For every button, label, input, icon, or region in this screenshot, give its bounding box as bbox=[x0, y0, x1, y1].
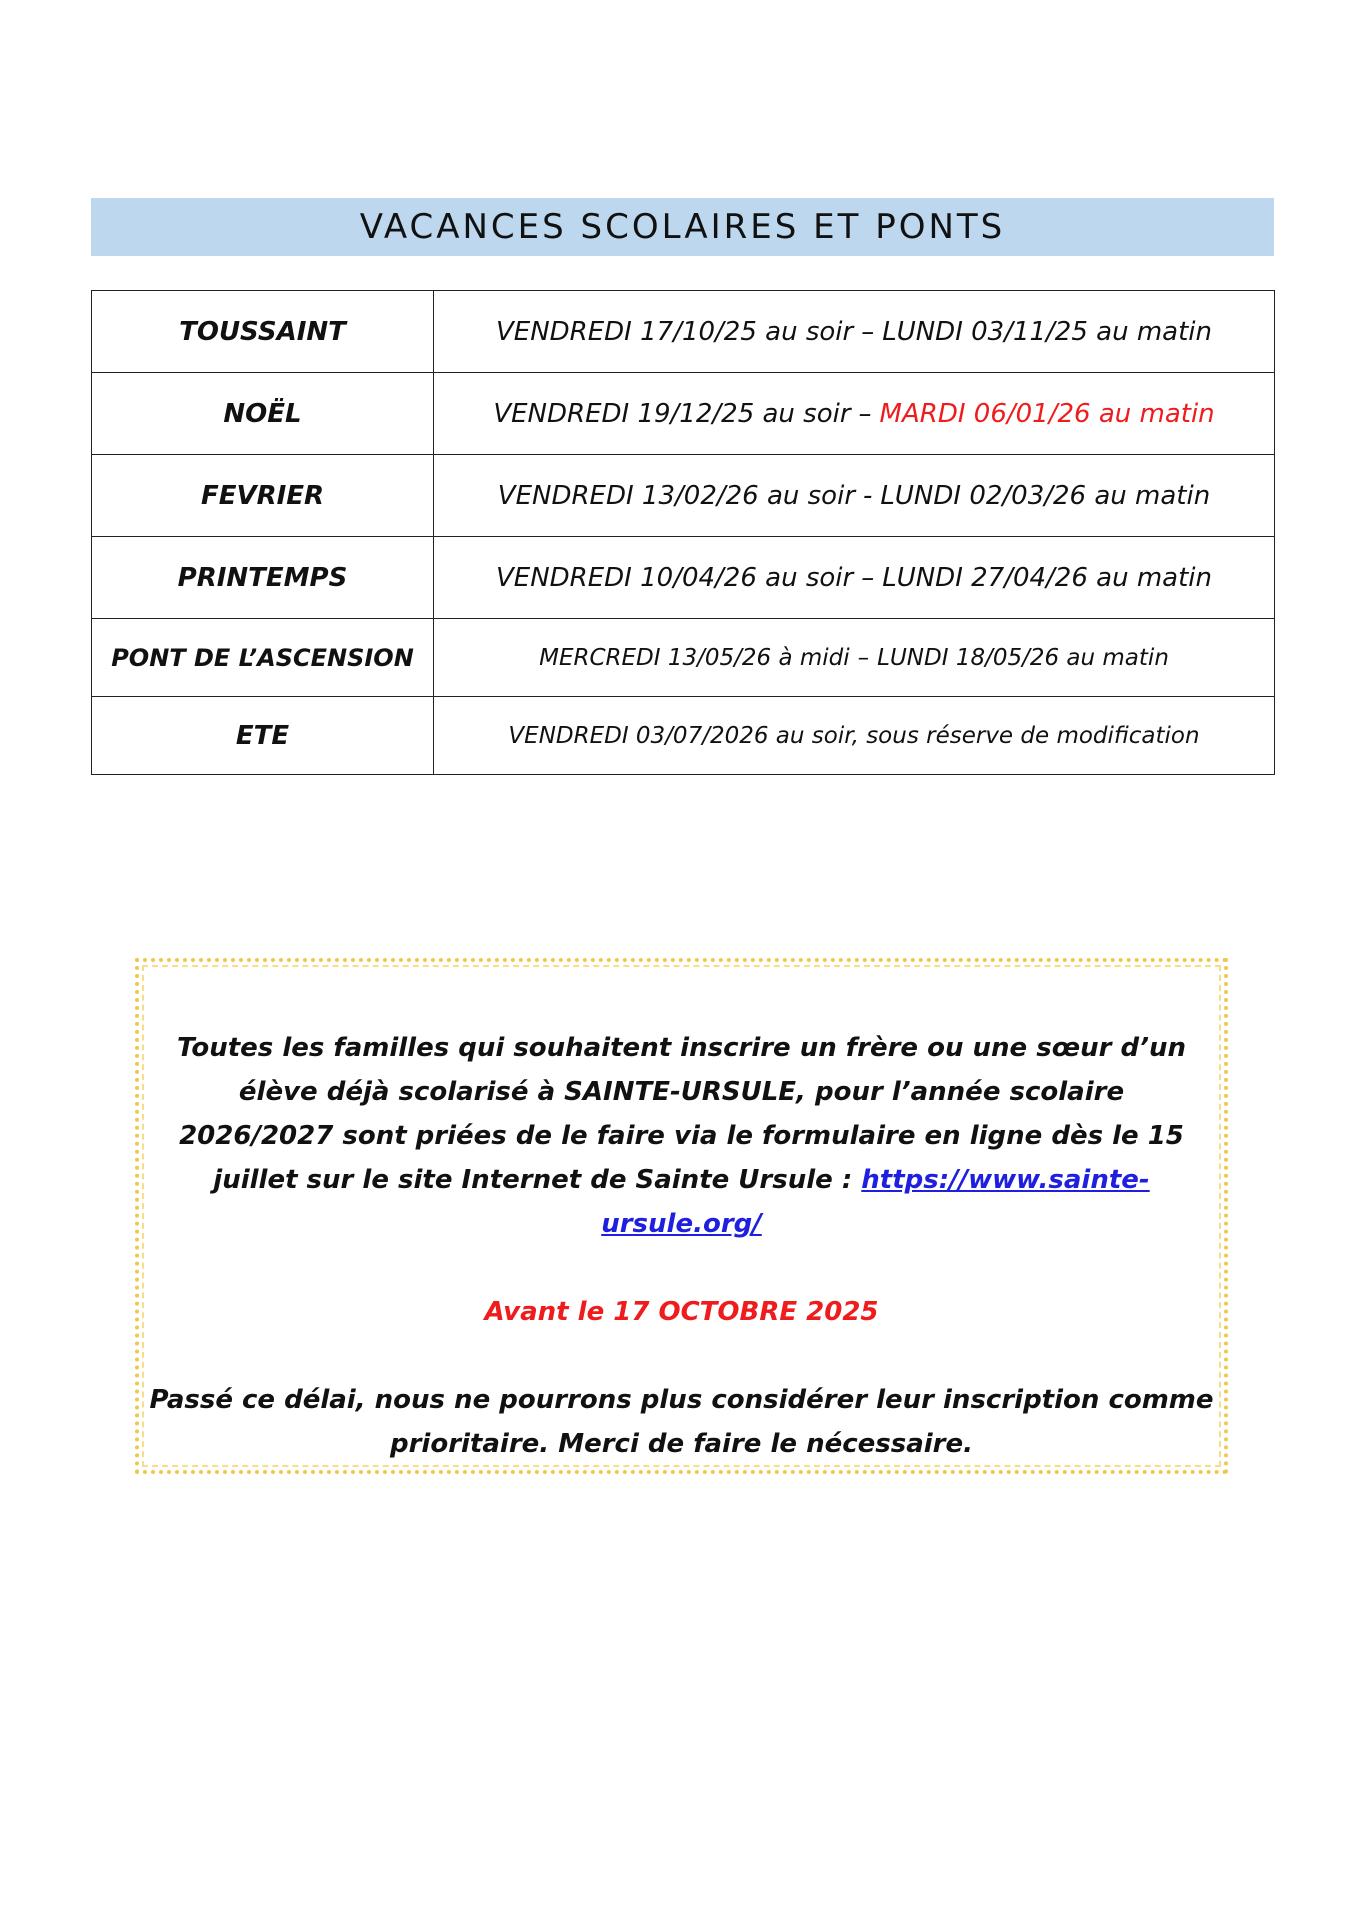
holiday-start: VENDREDI 10/04/26 au soir bbox=[495, 562, 854, 593]
holiday-end: LUNDI 03/11/25 au matin bbox=[882, 316, 1212, 347]
table-row-printemps bbox=[92, 537, 1275, 619]
notice-text: Toutes les familles qui souhaitent inscrire un frère ou une sœur d’un élève déjà scolarisé à SAINTE-URSULE, pour l’année scolaire 2026/2027 sont priées de le faire via le formulaire en ligne dès le 15 juillet sur le site Internet de Sainte Ursule : bbox=[176, 1033, 1187, 1195]
table-row-ete bbox=[92, 697, 1275, 775]
holiday-separator: – bbox=[858, 398, 872, 429]
holiday-dates bbox=[434, 373, 1275, 455]
holiday-name: FEVRIER bbox=[92, 455, 434, 537]
closing-text: Passé ce délai, nous ne pourrons plus considérer leur inscription comme prioritaire. Merci de faire le nécessaire. bbox=[149, 1385, 1214, 1459]
holiday-dates bbox=[434, 291, 1275, 373]
table-row-noel bbox=[92, 373, 1275, 455]
registration-notice-box bbox=[135, 958, 1228, 1474]
holiday-separator: – bbox=[861, 316, 875, 347]
holiday-dates bbox=[434, 619, 1275, 697]
website-link[interactable]: https://www.sainte-ursule.org/ bbox=[601, 1165, 1150, 1239]
holiday-dates bbox=[434, 537, 1275, 619]
holiday-name: NOËL bbox=[92, 373, 434, 455]
notice-paragraph bbox=[139, 1026, 1224, 1246]
holiday-separator: – bbox=[857, 644, 870, 671]
holiday-end: LUNDI 27/04/26 au matin bbox=[882, 562, 1212, 593]
table-row-ascension bbox=[92, 619, 1275, 697]
holiday-start: VENDREDI 13/02/26 au soir bbox=[497, 480, 856, 511]
holiday-start: MERCREDI 13/05/26 à midi bbox=[539, 644, 850, 671]
holiday-name: PRINTEMPS bbox=[92, 537, 434, 619]
holiday-name: TOUSSAINT bbox=[92, 291, 434, 373]
deadline-text: Avant le 17 OCTOBRE 2025 bbox=[484, 1297, 879, 1327]
holiday-start: VENDREDI 19/12/25 au soir bbox=[493, 398, 851, 429]
holiday-end-highlighted: MARDI 06/01/26 au matin bbox=[879, 398, 1215, 429]
table-row-fevrier bbox=[92, 455, 1275, 537]
holiday-name: PONT DE L’ASCENSION bbox=[92, 619, 434, 697]
holiday-end: LUNDI 02/03/26 au matin bbox=[880, 480, 1211, 511]
holiday-name: ETE bbox=[92, 697, 434, 775]
title-banner bbox=[91, 198, 1274, 256]
holiday-dates: VENDREDI 03/07/2026 au soir, sous réserve de modification bbox=[434, 697, 1275, 775]
holiday-dates bbox=[434, 455, 1275, 537]
notice-content bbox=[139, 1026, 1224, 1510]
holiday-separator: - bbox=[863, 480, 873, 511]
holiday-separator: – bbox=[861, 562, 875, 593]
holiday-end: LUNDI 18/05/26 au matin bbox=[877, 644, 1169, 671]
table-row-toussaint bbox=[92, 291, 1275, 373]
page-title: VACANCES SCOLAIRES ET PONTS bbox=[359, 207, 1006, 247]
holidays-table bbox=[91, 290, 1275, 775]
holiday-start: VENDREDI 17/10/25 au soir bbox=[495, 316, 854, 347]
